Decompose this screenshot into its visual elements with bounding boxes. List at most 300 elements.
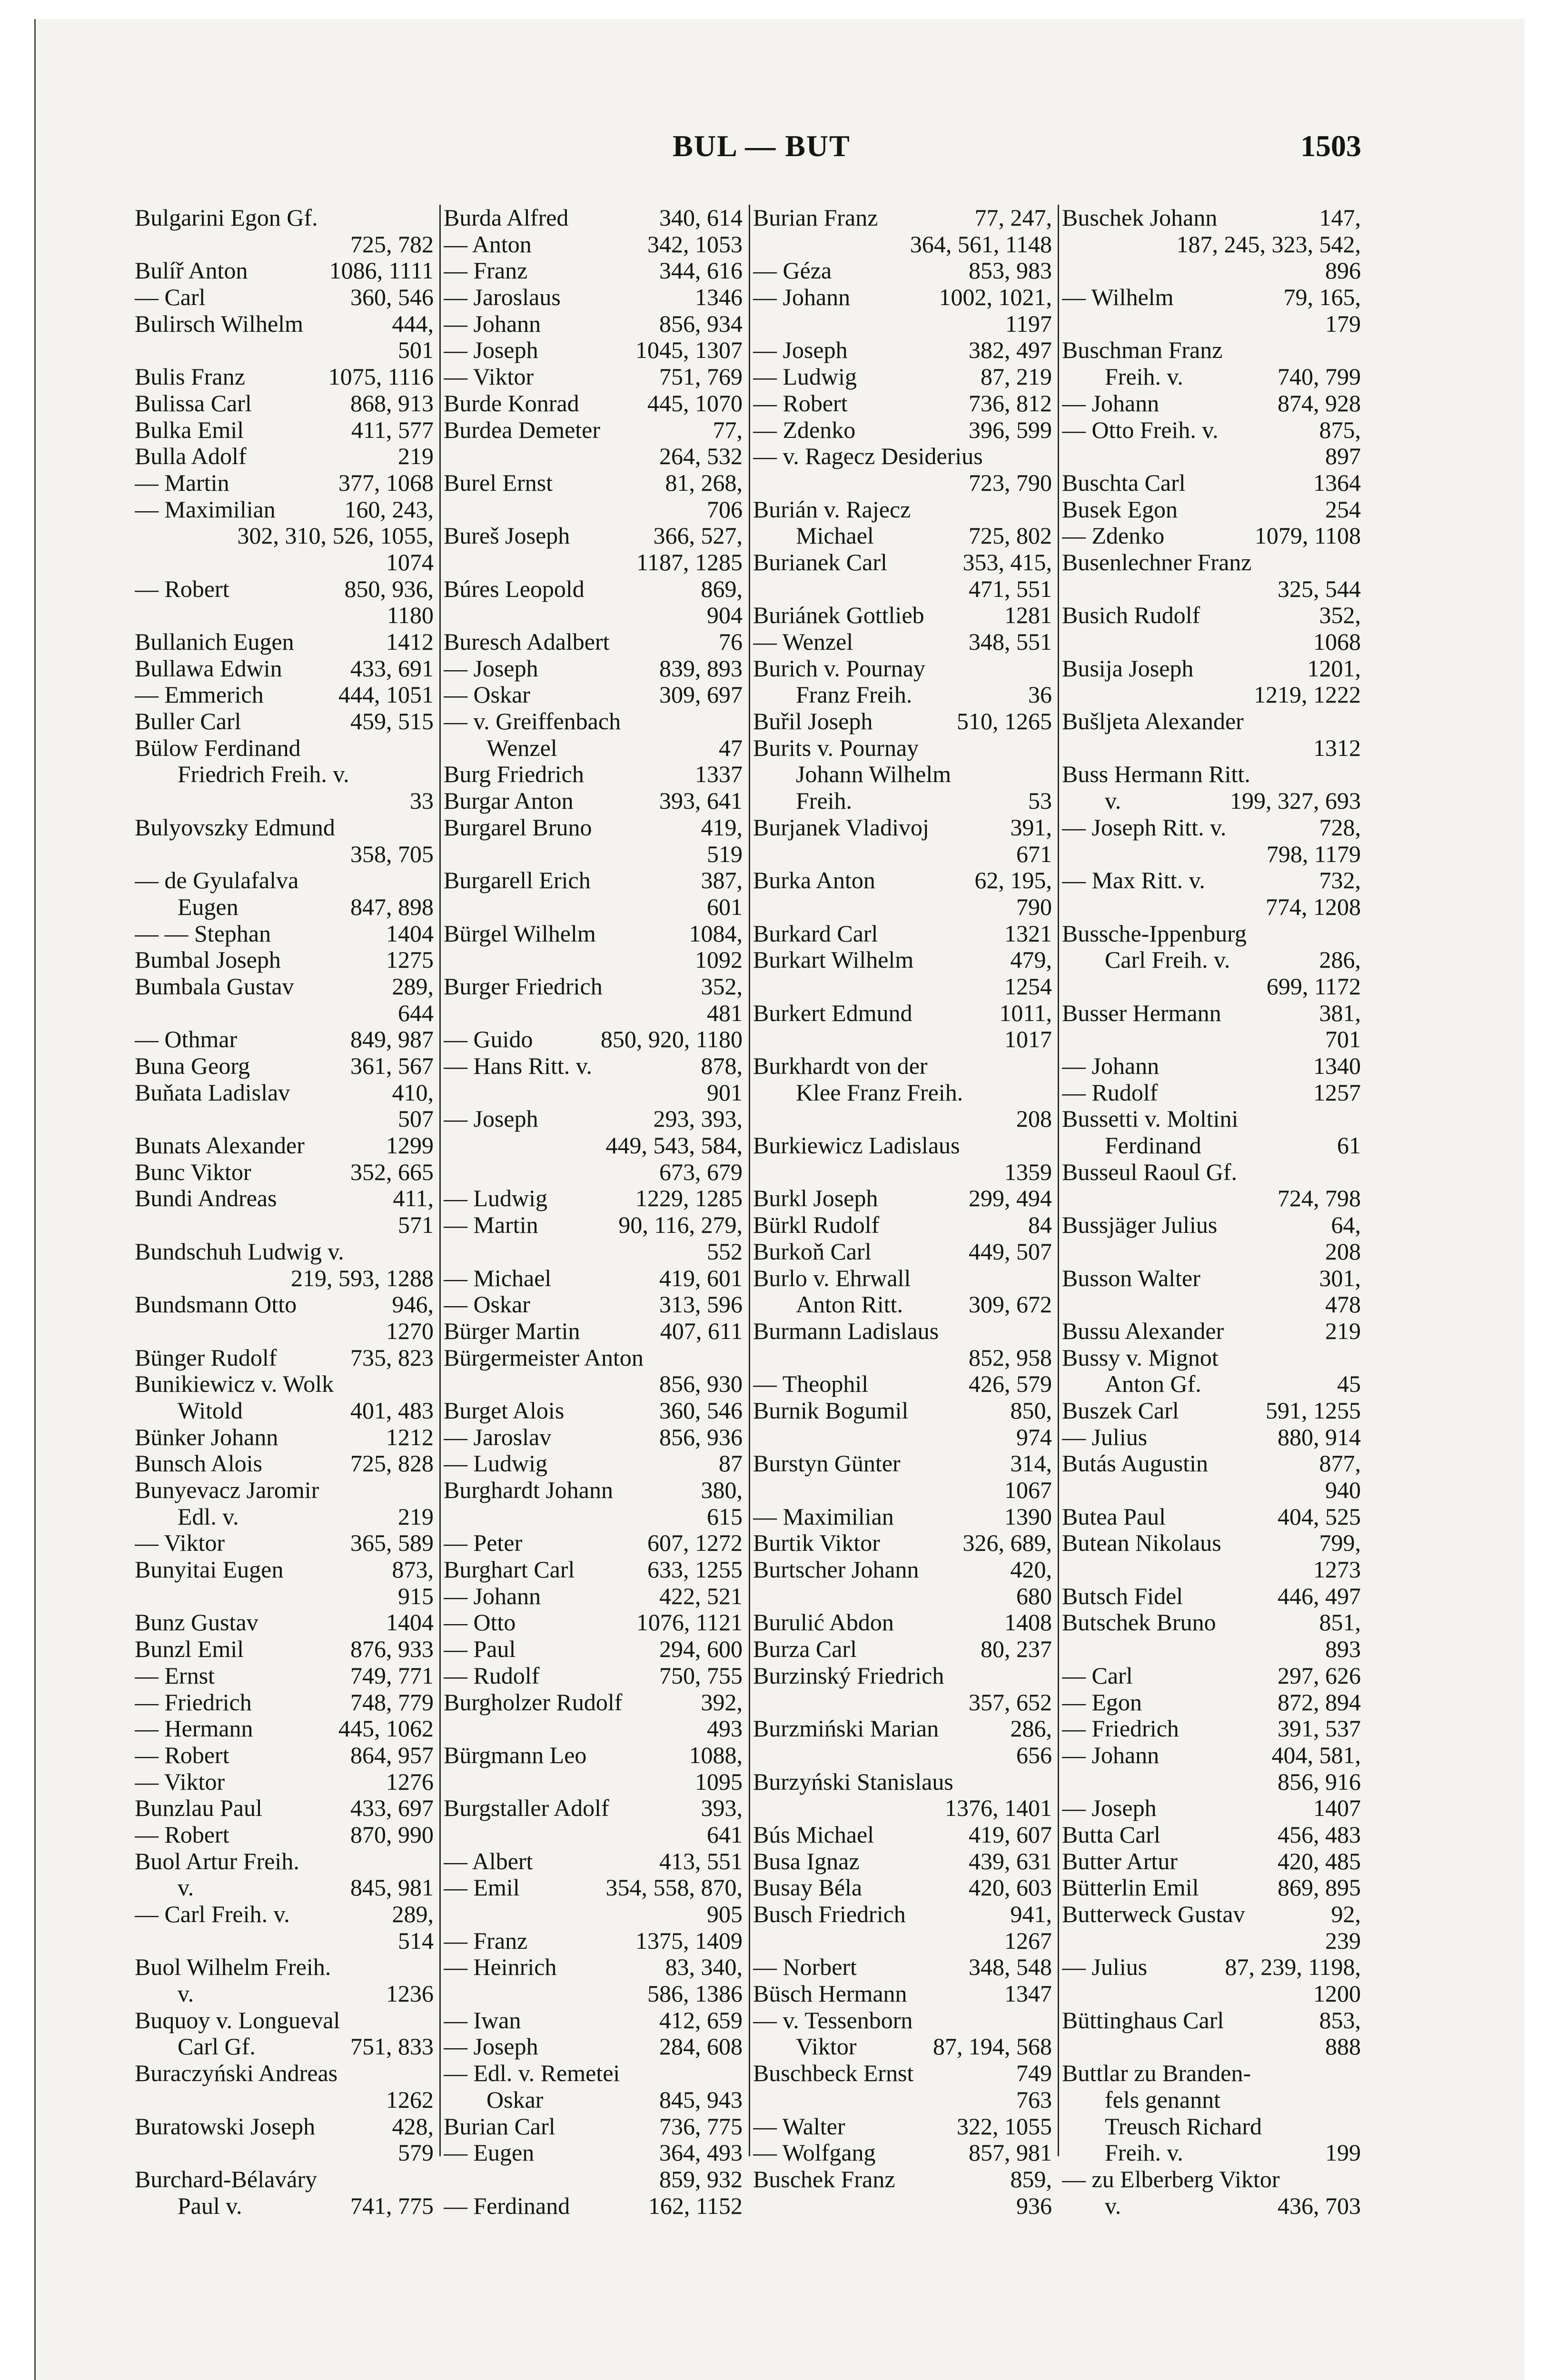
entry-name xyxy=(753,973,1000,1000)
entry-name: — Jaroslav xyxy=(444,1424,552,1450)
entry-pages: 1321 xyxy=(1004,920,1052,947)
index-entry xyxy=(444,1026,743,1053)
entry-name: Burkhardt von der xyxy=(753,1053,928,1079)
index-entry xyxy=(753,231,1052,258)
entry-name xyxy=(1062,443,1320,470)
entry-name: Burzinský Friedrich xyxy=(753,1662,944,1689)
entry-name: Klee Franz Freih. xyxy=(796,1079,963,1106)
entry-name: Edl. v. xyxy=(178,1503,239,1530)
index-entry xyxy=(753,1318,1052,1345)
entry-name: Bulirsch Wilhelm xyxy=(135,310,303,337)
index-entry xyxy=(1062,1106,1361,1132)
index-entry xyxy=(1062,443,1361,470)
entry-name xyxy=(753,2087,1011,2113)
entry-name: Bussetti v. Moltini xyxy=(1062,1106,1239,1132)
entry-name xyxy=(1062,1769,1273,1795)
entry-name xyxy=(1062,1981,1308,2007)
entry-name xyxy=(444,1239,702,1265)
entry-name xyxy=(444,1159,654,1186)
index-entry xyxy=(444,1106,743,1132)
entry-pages: 946, xyxy=(392,1291,434,1318)
entry-name: Bulis Franz xyxy=(135,364,245,390)
index-entry xyxy=(444,1981,743,2007)
entry-pages: 313, 596 xyxy=(659,1291,743,1318)
entry-name: Buol Artur Freih. xyxy=(135,1848,299,1874)
entry-pages: 87, 239, 1198, xyxy=(1225,1954,1361,1981)
entry-name: Bulka Emil xyxy=(135,416,244,443)
index-entry xyxy=(1062,708,1361,735)
index-entry xyxy=(135,602,434,629)
entry-name: Buszek Carl xyxy=(1062,1397,1179,1424)
entry-name: Burian Carl xyxy=(444,2113,555,2140)
entry-pages: 1281 xyxy=(1004,602,1052,629)
index-entry xyxy=(1062,337,1361,364)
entry-pages: 45 xyxy=(1337,1371,1361,1398)
index-entry xyxy=(753,205,1052,231)
entry-name xyxy=(444,496,702,523)
index-entry xyxy=(1062,1159,1361,1186)
index-entry xyxy=(753,1981,1052,2007)
index-entry xyxy=(444,549,743,576)
entry-pages: 701 xyxy=(1325,1026,1361,1053)
entry-pages: 751, 833 xyxy=(350,2033,434,2060)
index-entry xyxy=(1062,655,1361,682)
entry-name: Busa Ignaz xyxy=(753,1848,860,1874)
entry-pages: 422, 521 xyxy=(659,1583,743,1609)
entry-pages: 61 xyxy=(1337,1132,1361,1159)
entry-pages: 352, 665 xyxy=(350,1159,434,1185)
entry-pages: 199 xyxy=(1325,2140,1361,2166)
entry-name: Freih. v. xyxy=(1105,2140,1183,2166)
entry-pages: 80, 237 xyxy=(981,1636,1052,1663)
index-entry xyxy=(753,629,1052,655)
entry-name: Freih. v. xyxy=(1105,364,1183,390)
entry-pages: 763 xyxy=(1016,2086,1052,2113)
entry-name: — Robert xyxy=(135,575,229,602)
entry-name: Burghardt Johann xyxy=(444,1477,613,1503)
entry-name xyxy=(135,1000,393,1027)
entry-pages: 641 xyxy=(707,1821,743,1848)
index-entry xyxy=(135,1848,434,1875)
entry-name: — Viktor xyxy=(135,1530,225,1557)
entry-name: Bunyitai Eugen xyxy=(135,1557,284,1583)
index-entry xyxy=(444,1450,743,1477)
entry-pages: 449, 507 xyxy=(969,1238,1052,1265)
entry-name xyxy=(753,841,1011,868)
index-entry xyxy=(444,390,743,417)
entry-name xyxy=(753,1026,1000,1053)
entry-name: Bumbala Gustav xyxy=(135,973,294,1000)
entry-name: Busseul Raoul Gf. xyxy=(1062,1159,1238,1185)
entry-name: — Friedrich xyxy=(1062,1716,1179,1742)
entry-pages: 736, 775 xyxy=(659,2113,743,2140)
entry-pages: 208 xyxy=(1325,1238,1361,1265)
index-entry xyxy=(753,2113,1052,2140)
entry-pages: 53 xyxy=(1028,788,1052,814)
index-entry xyxy=(135,258,434,284)
entry-pages: 904 xyxy=(707,602,743,629)
index-entry xyxy=(1062,1477,1361,1504)
entry-pages: 725, 828 xyxy=(350,1450,434,1477)
entry-name: Buratowski Joseph xyxy=(135,2113,316,2140)
index-entry xyxy=(753,761,1052,788)
index-entry xyxy=(444,576,743,603)
index-entry xyxy=(1062,1265,1361,1292)
index-entry xyxy=(444,1716,743,1742)
entry-pages: 352, xyxy=(701,973,743,1000)
entry-name xyxy=(135,2087,381,2113)
entry-pages: 1197 xyxy=(1005,310,1052,337)
index-entry xyxy=(1062,1132,1361,1159)
entry-name: — Carl xyxy=(135,284,206,311)
entry-pages: 869, 895 xyxy=(1278,1874,1361,1901)
entry-name: Wenzel xyxy=(486,734,557,761)
index-entry xyxy=(444,788,743,814)
entry-name xyxy=(1062,735,1308,762)
entry-name: — Ludwig xyxy=(444,1450,548,1477)
index-entry xyxy=(444,1345,743,1371)
entry-name: Oskar xyxy=(486,2086,544,2113)
entry-pages: 396, 599 xyxy=(969,416,1052,443)
index-entry xyxy=(444,1239,743,1265)
entry-pages: 1299 xyxy=(386,1132,434,1159)
index-entry xyxy=(444,841,743,868)
entry-pages: 901 xyxy=(707,1079,743,1106)
entry-pages: 1273 xyxy=(1313,1557,1361,1583)
index-entry xyxy=(135,1689,434,1716)
index-entry xyxy=(753,390,1052,417)
entry-pages: 1257 xyxy=(1313,1079,1361,1106)
entry-pages: 380, xyxy=(701,1477,743,1503)
entry-pages: 81, 268, xyxy=(665,469,743,496)
index-entry xyxy=(135,390,434,417)
index-entry xyxy=(753,1557,1052,1583)
entry-name: Búres Leopold xyxy=(444,575,585,602)
entry-name xyxy=(1062,1185,1273,1212)
entry-pages: 845, 981 xyxy=(350,1874,434,1901)
entry-name xyxy=(444,947,690,973)
index-entry xyxy=(753,1769,1052,1795)
index-entry xyxy=(1062,2007,1361,2034)
index-entry xyxy=(444,1080,743,1106)
index-entry xyxy=(135,655,434,682)
entry-pages: 326, 689, xyxy=(962,1530,1052,1557)
index-entry xyxy=(753,1874,1052,1901)
index-entry xyxy=(1062,1583,1361,1610)
entry-pages: 940 xyxy=(1325,1477,1361,1503)
index-entry xyxy=(135,231,434,258)
index-entry xyxy=(753,2060,1052,2087)
entry-pages: 366, 527, xyxy=(653,523,743,549)
entry-name xyxy=(444,1901,702,1928)
entry-name xyxy=(444,1000,702,1027)
entry-pages: 741, 775 xyxy=(350,2192,434,2219)
entry-name: Burgarell Erich xyxy=(444,867,591,894)
index-entry xyxy=(1062,205,1361,231)
entry-pages: 723, 790 xyxy=(969,469,1052,496)
entry-name: Buquoy v. Longueval xyxy=(135,2007,340,2033)
entry-pages: 798, 1179 xyxy=(1266,841,1361,867)
entry-name: Bunzlau Paul xyxy=(135,1795,263,1822)
entry-pages: 420, xyxy=(1010,1557,1052,1583)
entry-name: Burich v. Pournay xyxy=(753,655,925,682)
index-entry xyxy=(135,947,434,973)
entry-name: Eugen xyxy=(178,893,238,920)
entry-pages: 456, 483 xyxy=(1278,1821,1361,1848)
index-entry xyxy=(1062,576,1361,603)
entry-name: Bunz Gustav xyxy=(135,1609,258,1636)
entry-name: v. xyxy=(178,1981,194,2007)
entry-name xyxy=(135,2140,393,2166)
index-entry xyxy=(444,947,743,973)
entry-name xyxy=(1062,973,1262,1000)
entry-pages: 699, 1172 xyxy=(1266,973,1361,1000)
entry-name: — Joseph xyxy=(444,337,538,364)
index-entry xyxy=(753,973,1052,1000)
index-entry xyxy=(1062,311,1361,337)
index-entry xyxy=(135,1239,434,1265)
index-entry xyxy=(753,337,1052,364)
index-entry xyxy=(753,867,1052,894)
index-entry xyxy=(753,1636,1052,1663)
entry-pages: 1045, 1307 xyxy=(635,337,743,364)
index-entry xyxy=(444,1663,743,1689)
index-entry xyxy=(753,1954,1052,1981)
entry-name: Burel Ernst xyxy=(444,469,553,496)
entry-name: — Walter xyxy=(753,2113,845,2140)
index-entry xyxy=(135,1795,434,1822)
entry-pages: 340, 614 xyxy=(659,205,743,231)
entry-pages: 1275 xyxy=(386,947,434,973)
index-entry xyxy=(753,655,1052,682)
entry-pages: 410, xyxy=(392,1079,434,1106)
entry-pages: 325, 544 xyxy=(1278,575,1361,602)
index-entry xyxy=(753,496,1052,523)
entry-pages: 187, 245, 323, 542, xyxy=(1176,231,1361,258)
index-entry xyxy=(753,1609,1052,1636)
entry-pages: 870, 990 xyxy=(350,1821,434,1848)
index-entry xyxy=(444,523,743,549)
index-entry xyxy=(1062,1848,1361,1875)
index-entry xyxy=(135,1822,434,1848)
entry-pages: 433, 697 xyxy=(350,1795,434,1822)
index-entry xyxy=(1062,894,1361,921)
index-entry xyxy=(444,443,743,470)
index-entry xyxy=(135,682,434,708)
index-entry xyxy=(753,921,1052,947)
index-entry xyxy=(135,629,434,655)
entry-name xyxy=(1062,576,1273,603)
entry-name: Bunsch Alois xyxy=(135,1450,263,1477)
entry-name xyxy=(1062,1928,1320,1954)
entry-pages: 875, xyxy=(1319,416,1361,443)
entry-name: — Jaroslaus xyxy=(444,284,561,311)
entry-pages: 1095 xyxy=(695,1768,743,1795)
index-entry xyxy=(1062,1954,1361,1981)
entry-name: — Michael xyxy=(444,1265,552,1291)
entry-pages: 471, 551 xyxy=(969,575,1052,602)
index-entry xyxy=(753,1080,1052,1106)
index-entry xyxy=(444,867,743,894)
entry-pages: 419, 607 xyxy=(969,1821,1052,1848)
entry-pages: 365, 589 xyxy=(350,1530,434,1557)
entry-pages: 856, 916 xyxy=(1278,1768,1361,1795)
index-entry xyxy=(753,443,1052,470)
entry-name: — Robert xyxy=(135,1742,229,1768)
entry-name: Bundsmann Otto xyxy=(135,1291,297,1318)
entry-pages: 1084, xyxy=(689,920,743,947)
entry-pages: 179 xyxy=(1325,310,1361,337)
entry-name: — Franz xyxy=(444,1927,528,1954)
entry-pages: 839, 893 xyxy=(659,655,743,682)
entry-name: Burdea Demeter xyxy=(444,416,601,443)
entry-pages: 507 xyxy=(398,1106,434,1132)
entry-name xyxy=(753,231,905,258)
index-entry xyxy=(444,496,743,523)
entry-pages: 586, 1386 xyxy=(647,1981,743,2007)
index-entry xyxy=(444,921,743,947)
index-entry xyxy=(135,1185,434,1212)
entry-pages: 314, xyxy=(1010,1450,1052,1477)
entry-name: — Géza xyxy=(753,258,832,284)
entry-pages: 360, 546 xyxy=(350,284,434,311)
entry-name xyxy=(753,2193,1011,2220)
entry-name: — Paul xyxy=(444,1636,516,1663)
entry-pages: 493 xyxy=(707,1716,743,1742)
index-entry xyxy=(753,1901,1052,1928)
index-entry xyxy=(135,1212,434,1239)
entry-pages: 264, 532 xyxy=(659,443,743,470)
index-entry xyxy=(1062,2166,1361,2193)
entry-pages: 1212 xyxy=(386,1424,434,1450)
index-entry xyxy=(444,1822,743,1848)
entry-pages: 872, 894 xyxy=(1278,1689,1361,1716)
entry-name: — Franz xyxy=(444,258,528,284)
index-entry xyxy=(444,629,743,655)
index-entry xyxy=(444,1424,743,1451)
entry-name: Witold xyxy=(178,1397,243,1424)
entry-name: — Ernst xyxy=(135,1662,215,1689)
entry-pages: 591, 1255 xyxy=(1266,1397,1361,1424)
entry-pages: 87, 219 xyxy=(981,364,1052,390)
index-entry xyxy=(135,1026,434,1053)
index-entry xyxy=(444,1557,743,1583)
entry-pages: 459, 515 xyxy=(350,708,434,735)
index-entry xyxy=(444,682,743,708)
index-entry xyxy=(1062,788,1361,814)
index-entry xyxy=(753,1185,1052,1212)
entry-pages: 353, 415, xyxy=(962,549,1052,575)
index-entry xyxy=(135,284,434,311)
entry-pages: 47 xyxy=(719,734,743,761)
entry-pages: 656 xyxy=(1016,1742,1052,1768)
entry-pages: 571 xyxy=(398,1212,434,1239)
entry-name: — Hermann xyxy=(135,1716,253,1742)
index-entry xyxy=(444,1636,743,1663)
entry-name: Johann Wilhelm xyxy=(796,761,951,788)
index-entry xyxy=(1062,1212,1361,1239)
index-entry xyxy=(1062,921,1361,947)
entry-pages: 411, xyxy=(393,1185,434,1212)
entry-name: fels genannt xyxy=(1105,2086,1220,2113)
entry-pages: 1254 xyxy=(1004,973,1052,1000)
entry-name: Bussu Alexander xyxy=(1062,1318,1224,1344)
entry-pages: 1088, xyxy=(689,1742,743,1768)
index-entry xyxy=(753,549,1052,576)
entry-name: Burgstaller Adolf xyxy=(444,1795,609,1822)
entry-name: Butea Paul xyxy=(1062,1503,1166,1530)
entry-name: Butás Augustin xyxy=(1062,1450,1208,1477)
index-entry xyxy=(753,2166,1052,2193)
index-entry xyxy=(444,1212,743,1239)
entry-name: — Joseph xyxy=(444,2033,538,2060)
entry-name: Buschek Franz xyxy=(753,2166,895,2192)
entry-pages: 413, 551 xyxy=(659,1848,743,1874)
entry-pages: 294, 600 xyxy=(659,1636,743,1663)
index-entry xyxy=(444,2140,743,2166)
entry-name xyxy=(1062,894,1261,921)
index-entry xyxy=(135,973,434,1000)
entry-pages: 673, 679 xyxy=(659,1159,743,1185)
entry-pages: 880, 914 xyxy=(1278,1424,1361,1450)
index-entry xyxy=(135,1636,434,1663)
entry-pages: 411, 577 xyxy=(351,416,434,443)
index-entry xyxy=(1062,1663,1361,1689)
entry-name xyxy=(444,1080,702,1106)
entry-pages: 897 xyxy=(1325,443,1361,470)
index-entry xyxy=(1062,1822,1361,1848)
entry-name: Bumbal Joseph xyxy=(135,947,281,973)
entry-pages: 428, xyxy=(392,2113,434,2140)
index-entry xyxy=(135,788,434,814)
entry-name: — Johann xyxy=(1062,1053,1160,1079)
index-entry xyxy=(444,1291,743,1318)
index-entry xyxy=(753,894,1052,921)
entry-name: Bullawa Edwin xyxy=(135,655,282,682)
entry-pages: 357, 652 xyxy=(969,1689,1052,1716)
index-entry xyxy=(1062,1981,1361,2007)
index-entry xyxy=(753,947,1052,973)
entry-name: Busek Egon xyxy=(1062,496,1178,523)
entry-name: Burián v. Rajecz xyxy=(753,496,911,523)
index-entry xyxy=(753,1424,1052,1451)
entry-name: — Maximilian xyxy=(135,496,276,523)
entry-name: Busich Rudolf xyxy=(1062,602,1200,629)
entry-name: v. xyxy=(178,1874,194,1901)
entry-name: Burkoň Carl xyxy=(753,1238,872,1265)
entry-pages: 774, 1208 xyxy=(1266,893,1361,920)
entry-name: Burmann Ladislaus xyxy=(753,1318,939,1344)
entry-name: Burkart Wilhelm xyxy=(753,947,914,973)
entry-pages: 850, xyxy=(1010,1397,1052,1424)
entry-pages: 419, xyxy=(701,814,743,841)
entry-name xyxy=(135,1583,393,1610)
entry-name xyxy=(135,1928,393,1954)
entry-name: — v. Greiffenbach xyxy=(444,708,621,735)
entry-pages: 162, 1152 xyxy=(648,2192,743,2219)
index-entry xyxy=(135,2113,434,2140)
entry-name: — Martin xyxy=(444,1212,538,1239)
entry-name: Friedrich Freih. v. xyxy=(178,761,349,788)
entry-name: Carl Gf. xyxy=(178,2033,256,2060)
index-entry xyxy=(135,1371,434,1398)
entry-name: Carl Freih. v. xyxy=(1105,947,1230,973)
index-entry xyxy=(1062,1716,1361,1742)
entry-pages: 219 xyxy=(1325,1318,1361,1344)
entry-name xyxy=(753,1689,964,1716)
entry-pages: 1390 xyxy=(1004,1503,1052,1530)
entry-name: — Anton xyxy=(444,231,532,258)
